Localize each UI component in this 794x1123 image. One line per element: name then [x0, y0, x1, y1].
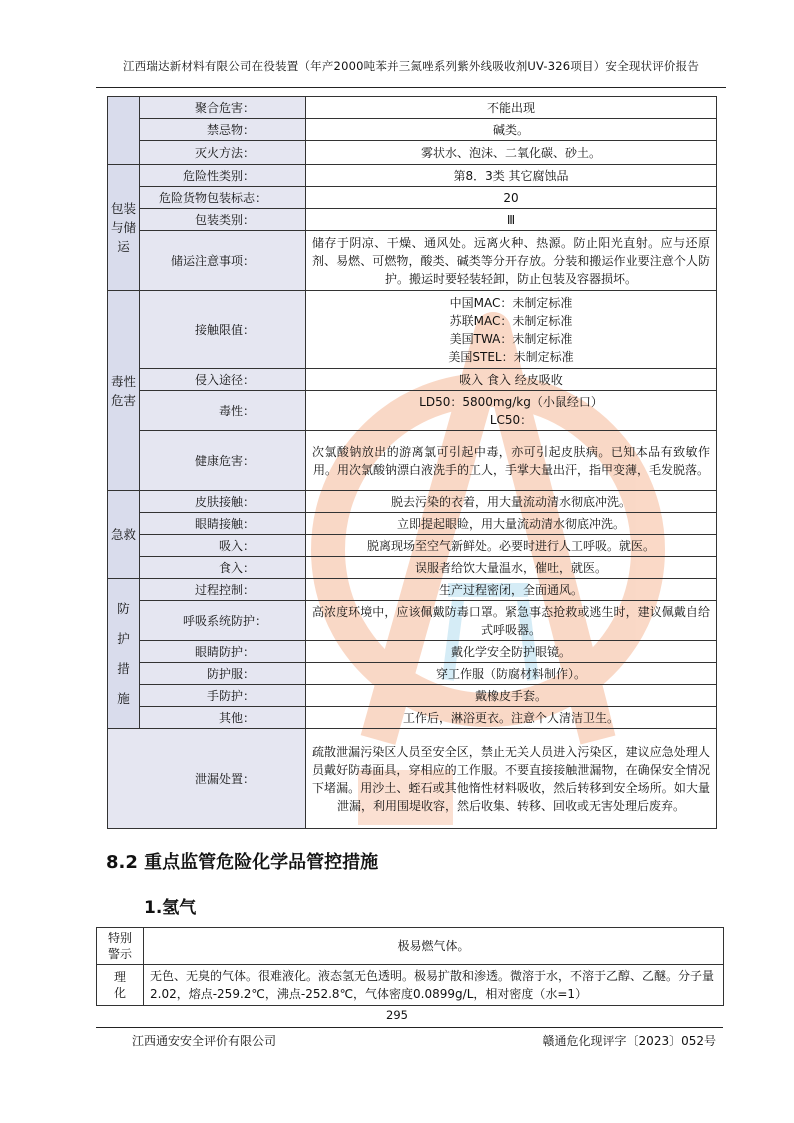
row-label: 防护服：	[140, 663, 306, 685]
row-label: 食入：	[140, 557, 306, 579]
row-label: 禁忌物：	[140, 119, 306, 141]
table-row	[108, 557, 717, 579]
row-value: 戴化学安全防护眼镜。	[306, 641, 717, 663]
table-row	[108, 491, 717, 513]
category-toxicity	[108, 291, 140, 491]
row-value: 次氯酸钠放出的游离氯可引起中毒，亦可引起皮肤病。已知本品有致敏作用。用次氯酸钠漂白液洗手的工人，手掌大量出汗，指甲变薄，毛发脱落。	[306, 431, 717, 491]
row-label: 灭火方法：	[140, 141, 306, 165]
category-label: 防护措施	[117, 600, 130, 706]
row-label: 包装类别：	[140, 209, 306, 231]
table-row	[108, 141, 717, 165]
page-header	[96, 48, 726, 88]
row-value: 雾状水、泡沫、二氧化碳、砂土。	[306, 141, 717, 165]
table-row	[97, 965, 724, 1006]
row-value-multiline	[306, 391, 717, 431]
sub-heading: 1.氢气	[144, 898, 197, 918]
table-row	[108, 685, 717, 707]
row-value: 高浓度环境中，应该佩戴防毒口罩。紧急事态抢救或逃生时，建议佩戴自给式呼吸器。	[306, 601, 717, 641]
table-row	[108, 119, 717, 141]
row-label: 手防护：	[140, 685, 306, 707]
row-label: 眼睛接触：	[140, 513, 306, 535]
table-row	[108, 513, 717, 535]
row-value: 脱去污染的衣着，用大量流动清水彻底冲洗。	[306, 491, 717, 513]
footer-doc-number: 赣通危化现评字〔2023〕052号	[542, 1034, 716, 1048]
row-label: 侵入途径：	[140, 369, 306, 391]
row-value: 误服者给饮大量温水，催吐，就医。	[306, 557, 717, 579]
table-row	[108, 729, 717, 829]
toxicity-line: LC50：	[489, 412, 533, 427]
exposure-limit-line: 中国MAC：未制定标准	[449, 295, 573, 310]
table-row	[108, 431, 717, 491]
row-label: 皮肤接触：	[140, 491, 306, 513]
row-label: 危险货物包装标志：	[140, 187, 306, 209]
table-row	[108, 579, 717, 601]
row-label: 吸入：	[140, 535, 306, 557]
footer-company: 江西通安安全评价有限公司	[132, 1034, 277, 1048]
table-row	[108, 601, 717, 641]
category-label: 急救	[110, 527, 136, 542]
row-label	[97, 928, 144, 965]
row-value: 穿工作服（防腐材料制作）。	[306, 663, 717, 685]
row-value: 无色、无臭的气体。很难液化。液态氢无色透明。极易扩散和渗透。微溶于水，不溶于乙醇、乙醚。分子量2.02，熔点-259.2℃，沸点-252.8℃，气体密度0.0899g/L，相对密度（水=1）	[144, 965, 724, 1006]
category-label: 毒性危害	[110, 373, 136, 408]
category-cell-blank	[108, 97, 140, 165]
row-value: 吸入 食入 经皮吸收	[306, 369, 717, 391]
header-rule	[96, 87, 726, 88]
category-cell-blank	[108, 729, 140, 829]
row-label: 聚合危害：	[140, 97, 306, 119]
row-label-text: 理化	[113, 970, 126, 1000]
exposure-limit-line: 美国STEL：未制定标准	[448, 349, 574, 364]
row-value: 工作后，淋浴更衣。注意个人清洁卫生。	[306, 707, 717, 729]
table-row	[108, 209, 717, 231]
hydrogen-table	[96, 927, 724, 1006]
exposure-limit-line: 美国TWA：未制定标准	[449, 331, 573, 346]
row-label: 毒性：	[140, 391, 306, 431]
row-value: 立即提起眼睑，用大量流动清水彻底冲洗。	[306, 513, 717, 535]
row-value: 储存于阴凉、干燥、通风处。远离火种、热源。防止阳光直射。应与还原剂、易燃、可燃物，酸类、碱类等分开存放。分装和搬运作业要注意个人防护。搬运时要轻装轻卸，防止包装及容器损坏。	[306, 231, 717, 291]
table-row	[108, 641, 717, 663]
row-label: 储运注意事项：	[140, 231, 306, 291]
category-storage	[108, 165, 140, 291]
row-value: 戴橡皮手套。	[306, 685, 717, 707]
footer-rule	[96, 1027, 723, 1028]
category-firstaid	[108, 491, 140, 579]
row-value: 疏散泄漏污染区人员至安全区，禁止无关人员进入污染区，建议应急处理人员戴好防毒面具，穿相应的工作服。不要直接接触泄漏物，在确保安全情况下堵漏。用沙土、蛭石或其他惰性材料吸收，然后转移到安全场所。如大量泄漏，利用围堤收容，然后收集、转移、回收或无害处理后废弃。	[306, 729, 717, 829]
row-value-multiline	[306, 291, 717, 369]
row-value: 极易燃气体。	[144, 928, 724, 965]
row-value: 第8．3类 其它腐蚀品	[306, 165, 717, 187]
table-row	[108, 291, 717, 369]
table-row	[108, 663, 717, 685]
table-row	[108, 391, 717, 431]
exposure-limit-line: 苏联MAC：未制定标准	[449, 313, 573, 328]
table-row	[108, 707, 717, 729]
row-label	[97, 965, 144, 1006]
row-label: 接触限值：	[140, 291, 306, 369]
table-row	[108, 97, 717, 119]
row-value: 不能出现	[306, 97, 717, 119]
row-value: 生产过程密闭，全面通风。	[306, 579, 717, 601]
row-value: Ⅲ	[306, 209, 717, 231]
page-number: 295	[386, 1008, 408, 1022]
row-label: 泄漏处置：	[140, 729, 306, 829]
category-label: 包装与储运	[110, 201, 136, 254]
row-value: 脱离现场至空气新鲜处。必要时进行人工呼吸。就医。	[306, 535, 717, 557]
row-value: 20	[306, 187, 717, 209]
row-label: 过程控制：	[140, 579, 306, 601]
header-title: 江西瑞达新材料有限公司在役装置（年产2000吨苯并三氮唑系列紫外线吸收剂UV-326项目）安全现状评价报告	[122, 59, 700, 73]
table-row	[108, 369, 717, 391]
row-value: 碱类。	[306, 119, 717, 141]
row-label: 眼睛防护：	[140, 641, 306, 663]
table-row	[108, 231, 717, 291]
category-protection	[108, 579, 140, 729]
toxicity-line: LD50：5800mg/kg（小鼠经口）	[419, 394, 603, 409]
chemical-properties-table	[107, 96, 717, 829]
row-label-text: 特别警示	[107, 931, 132, 961]
table-row	[108, 187, 717, 209]
row-label: 健康危害：	[140, 431, 306, 491]
section-heading: 8.2 重点监管危险化学品管控措施	[106, 852, 379, 873]
table-row	[108, 535, 717, 557]
row-label: 其他：	[140, 707, 306, 729]
table-row	[97, 928, 724, 965]
table-row	[108, 165, 717, 187]
row-label: 危险性类别：	[140, 165, 306, 187]
row-label: 呼吸系统防护：	[140, 601, 306, 641]
